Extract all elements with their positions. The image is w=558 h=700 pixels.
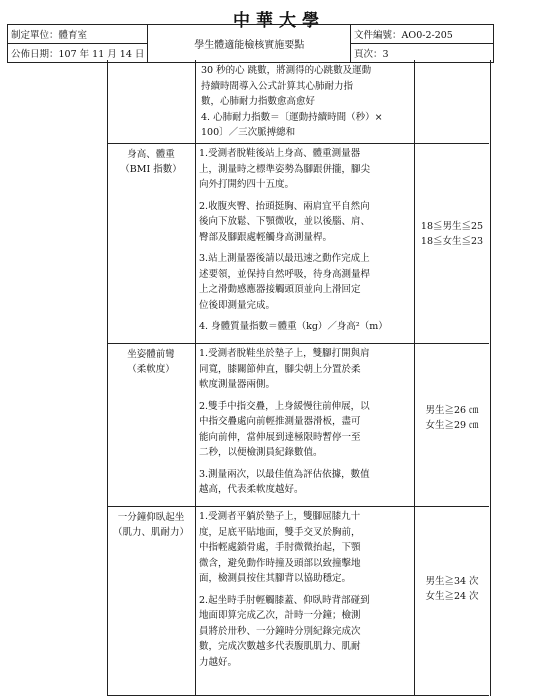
intro-line: 4. 心肺耐力指數＝〔運動持續時間（秒）× bbox=[201, 111, 383, 123]
standard-bmi: 18≦男生≦25 18≦女生≦23 bbox=[420, 221, 484, 247]
step: 4. 身體質量指數＝體重（kg）／身高²（m） bbox=[199, 321, 388, 332]
item-name-situps: 一分鐘仰臥起坐 （肌力、肌耐力） bbox=[112, 512, 189, 538]
step: 1.受測者脫鞋坐於墊子上，雙腳打開與肩 同寬，膝關節伸直，腳尖朝上分置於柔 軟度測量器兩側。 bbox=[199, 348, 370, 390]
step: 1.受測者平躺於墊子上，雙腳屈膝九十 度，足底平貼地面，雙手交叉於胸前， 中指輕處鎖骨處，手肘微微抬起，下顎 微含，避免動作時撞及頭部以致撞擊地 面，檢測員按住其腳背以協助穩定。 bbox=[199, 511, 361, 584]
intro-line: 100〕／三次脈搏總和 bbox=[201, 127, 296, 138]
column-divider-1 bbox=[195, 60, 196, 696]
intro-line: 持續時間導入公式計算其心肺耐力指 bbox=[201, 80, 354, 92]
step: 3.站上測量器後請以最迅速之動作完成上 述要領，並保持自然呼吸，待身高測量桿 上之滑動感應器接觸頭頂並向上滑回定 位後即測量完成。 bbox=[199, 253, 371, 311]
item-steps-flexibility bbox=[199, 346, 411, 504]
document-name: 學生體適能檢核實施要點 bbox=[148, 25, 351, 63]
item-steps-situps bbox=[199, 509, 411, 676]
step: 2.收腹夾臀、抬頭挺胸、兩肩宜平自然向 後向下放鬆、下顎微收，並以後腦、肩、 臀部及腳跟處輕觸身高測量桿。 bbox=[199, 200, 371, 243]
row-divider-4 bbox=[107, 695, 489, 696]
university-title: 中華大學 bbox=[233, 11, 325, 31]
step: 3.測量兩次，以最佳值為評估依據，數值 越高，代表柔軟度越好。 bbox=[199, 468, 370, 495]
item-name-flexibility: 坐姿體前彎 （柔軟度） bbox=[127, 349, 175, 375]
standard-flexibility: 男生≧26 ㎝ 女生≧29 ㎝ bbox=[425, 405, 479, 431]
row-divider-2 bbox=[107, 343, 489, 344]
item-steps-bmi bbox=[199, 146, 411, 341]
row-divider-1 bbox=[107, 143, 489, 144]
publish-date: 公佈日期：107 年 11 月 14 日 bbox=[8, 44, 148, 63]
cardio-method-continuation bbox=[201, 63, 411, 141]
step: 1.受測者脫鞋後站上身高、體重測量器 上，測量時之標準姿勢為腳跟併攏，腳尖 向外打開約四十五度。 bbox=[199, 148, 371, 190]
issuing-unit: 制定單位：體育室 bbox=[8, 25, 148, 44]
row-divider-3 bbox=[107, 506, 489, 507]
intro-line: 數，心肺耐力指數愈高愈好 bbox=[201, 96, 316, 107]
item-name-bmi: 身高、體重 （BMI 指數） bbox=[120, 149, 182, 175]
page-number: 頁次：3 bbox=[351, 44, 494, 63]
intro-line: 30 秒的心 跳數，將測得的心跳數及運動 bbox=[201, 65, 372, 76]
standard-situps: 男生≧34 次 女生≧24 次 bbox=[425, 576, 479, 602]
document-number: 文件編號：AO0-2-205 bbox=[351, 25, 494, 44]
step: 2.起坐時手肘輕觸膝蓋、仰臥時背部碰到 地面即算完成乙次，計時一分鐘；檢測 員將於卅秒、一分鐘時分別紀錄完成次 數，完成次數越多代表腹肌肌力、肌耐 力越好。 bbox=[199, 594, 370, 668]
step: 2.雙手中指交疊，上身緩慢往前伸展，以 中指交疊處向前輕推測量器滑板，盡可 能向前伸，當伸展到達極限時暫停一至 二秒，以便檢測員紀錄數值。 bbox=[199, 400, 370, 458]
document-header-table bbox=[7, 24, 494, 63]
